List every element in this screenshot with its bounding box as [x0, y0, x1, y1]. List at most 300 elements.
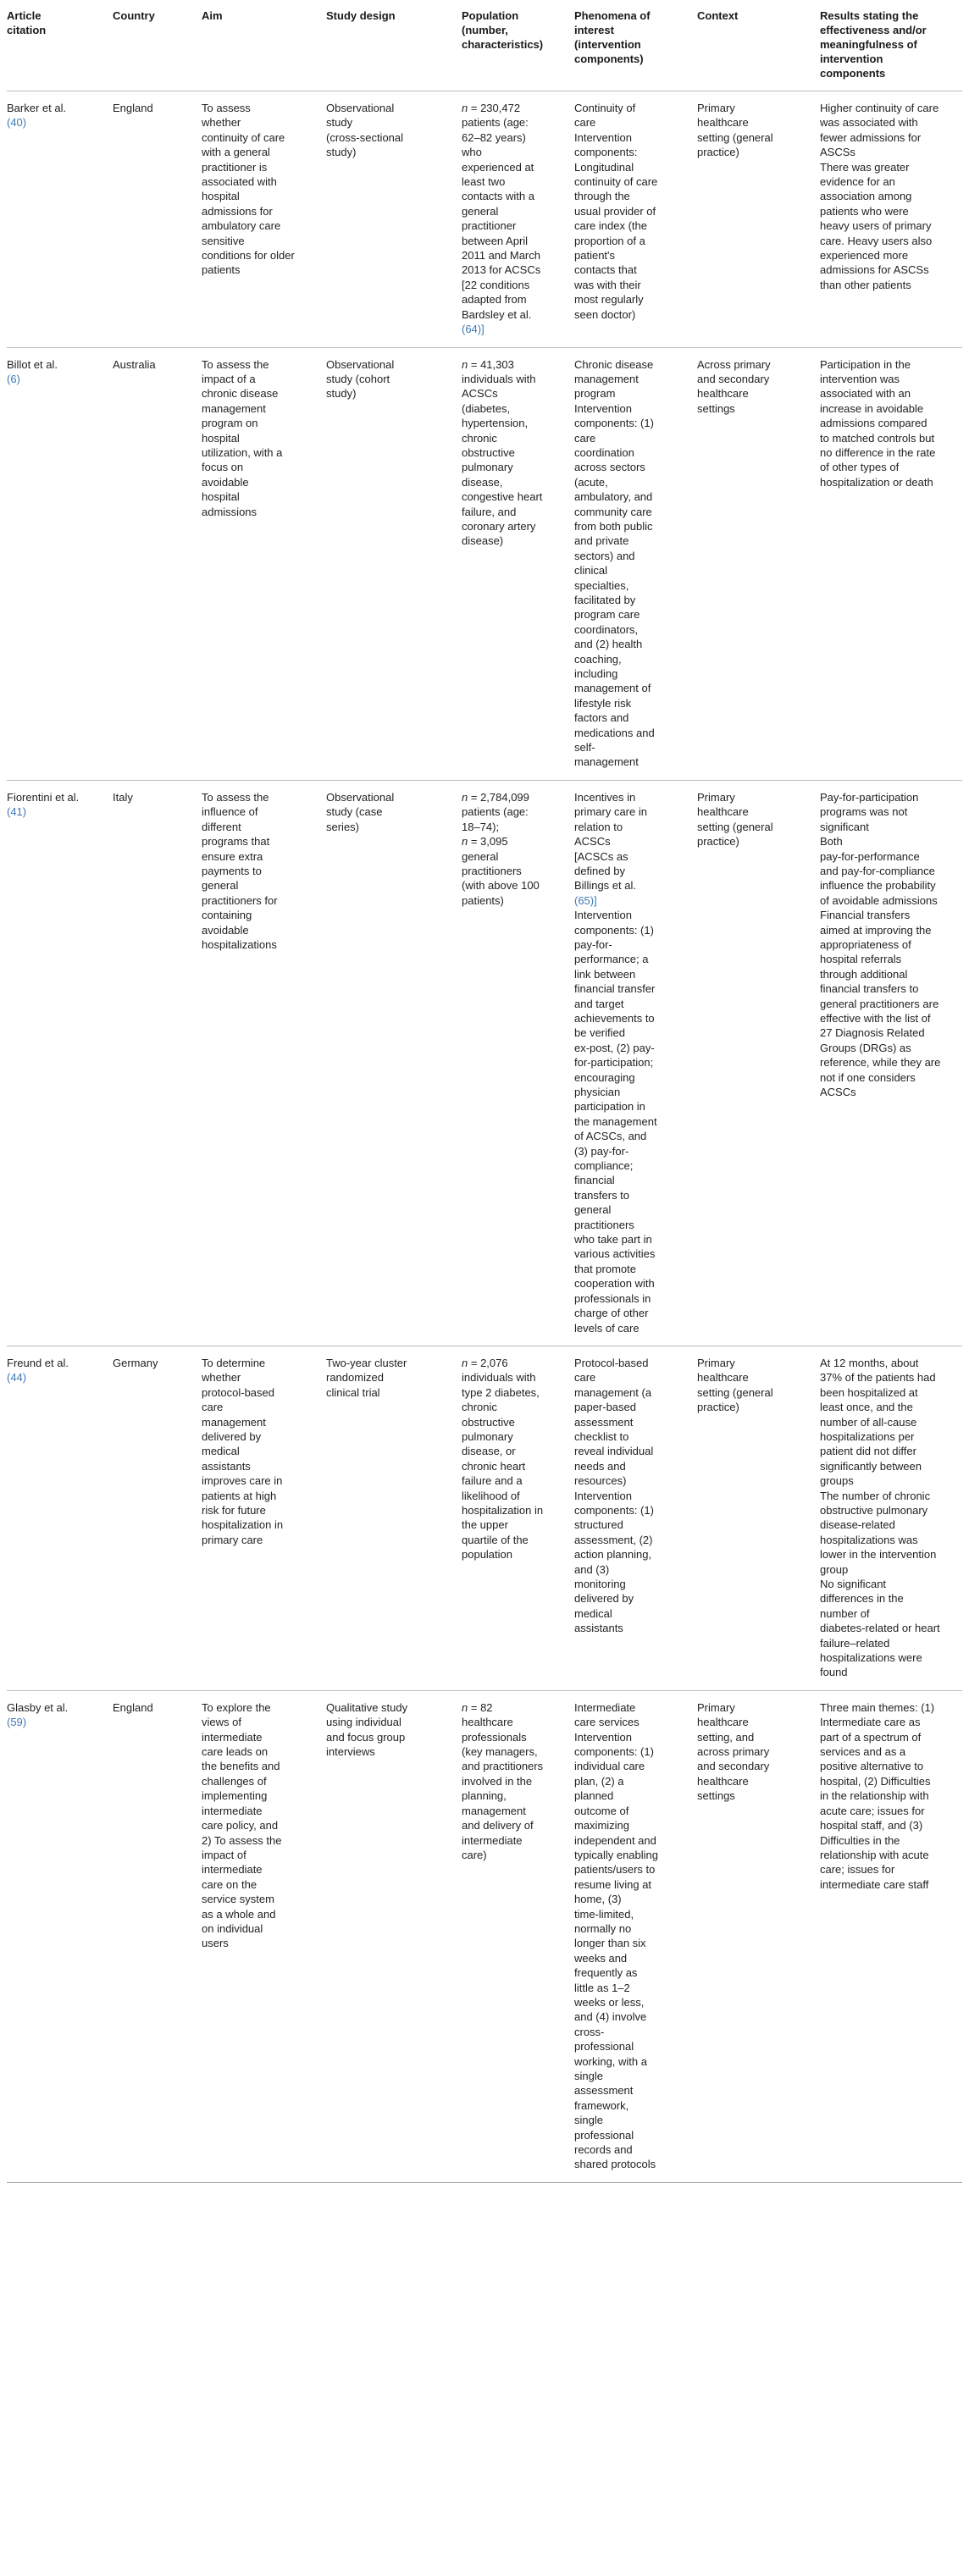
citation-ref-link[interactable]: (6) [7, 372, 20, 385]
cell-study-design-line: study) [326, 146, 357, 159]
cell-phenomena-line: ex-post, (2) pay- [574, 1041, 655, 1054]
citation-text: Freund et al. [7, 1356, 69, 1369]
header-context [697, 3, 820, 91]
cell-results-line: Intermediate care as [820, 1716, 921, 1729]
cell-phenomena-line: weeks or less, [574, 1995, 645, 2009]
cell-aim-line: management [202, 1415, 266, 1429]
cell-study-design-line: clinical trial [326, 1385, 380, 1399]
cell-phenomena-line: individual care [574, 1760, 645, 1773]
cell-phenomena-line: Continuity of [574, 102, 636, 114]
cell-aim-line: program on [202, 417, 258, 430]
cell-phenomena-line: Intervention [574, 909, 632, 922]
header-line: (intervention [574, 38, 641, 51]
cell-phenomena-line: resume living at [574, 1877, 652, 1891]
cell-phenomena-line: typically enabling [574, 1848, 659, 1861]
cell-phenomena-line: Protocol-based [574, 1356, 649, 1369]
cell-phenomena-line: single [574, 2114, 603, 2127]
cell-context-line: healthcare [697, 1774, 749, 1788]
cell-phenomena-line: professional [574, 2128, 634, 2142]
cell-study-design-line: randomized [326, 1371, 384, 1385]
cell-results-line: than other patients [820, 278, 911, 291]
header-line: components) [574, 53, 644, 65]
cell-population [462, 780, 574, 1346]
cell-results-line: ASCSs [820, 146, 855, 159]
cell-results-line: There was greater [820, 160, 910, 174]
cell-phenomena-line: participation in [574, 1100, 645, 1114]
cell-phenomena-line: financial transfer [574, 982, 656, 996]
cell-population-line: pulmonary [462, 1429, 513, 1443]
cell-phenomena-line: and (4) involve [574, 2010, 647, 2024]
cell-aim-line: hospital [202, 431, 240, 445]
cell-results-line: The number of chronic [820, 1489, 931, 1502]
cell-aim-line: To assess the [202, 357, 269, 371]
header-line: Results stating the [820, 9, 919, 22]
cell-phenomena-line: medications and [574, 726, 655, 739]
cell-phenomena-line: program care [574, 608, 640, 622]
cell-results-line: increase in avoidable [820, 401, 924, 415]
cell-phenomena-line: facilitated by [574, 594, 636, 606]
cell-results-line: hospitalization or death [820, 475, 933, 489]
cell-phenomena-line: (3) pay-for- [574, 1144, 629, 1158]
cell-aim-line: care leads on [202, 1745, 269, 1759]
cell-phenomena-line: Chronic disease [574, 357, 654, 371]
cell-phenomena-line: and private [574, 534, 629, 548]
header-line: citation [7, 24, 47, 36]
cell-context-line: Primary [697, 790, 735, 804]
cell-phenomena-line: coaching, [574, 652, 622, 666]
cell-population-line: the upper [462, 1518, 508, 1532]
cell-phenomena-line: was with their [574, 278, 641, 291]
cell-aim-line: protocol-based [202, 1385, 274, 1399]
cell-aim-line: ambulatory care [202, 219, 281, 233]
cell-phenomena-line: care [574, 1371, 596, 1385]
cell-results-line: acute care; issues for [820, 1804, 925, 1817]
cell-context-line: setting, and [697, 1730, 755, 1744]
cell-population-line: chronic heart [462, 1459, 526, 1473]
cell-context-line: Primary [697, 1356, 735, 1369]
cell-aim-line: views of [202, 1716, 241, 1729]
cell-phenomena-line: working, with a [574, 2054, 647, 2068]
header-row [7, 3, 962, 91]
cell-population-line: practitioners [462, 864, 522, 877]
cell-results [820, 1346, 962, 1690]
cell-phenomena-line: defined by [574, 864, 625, 877]
citation-text: Billot et al. [7, 357, 58, 371]
cell-population-line [462, 357, 564, 372]
cell-population-line: least two [462, 175, 506, 189]
cell-phenomena-line: components: (1) [574, 417, 654, 430]
cell-phenomena [574, 780, 697, 1346]
header-line: components [820, 67, 886, 80]
population-ref-link[interactable]: (64)] [462, 323, 484, 336]
cell-phenomena-line: assessment [574, 2084, 634, 2098]
cell-phenomena-line: including [574, 667, 618, 681]
cell-results-line: appropriateness of [820, 937, 911, 951]
header-line: (number, [462, 24, 508, 36]
cell-context-line: and secondary [697, 1760, 770, 1773]
header-article-citation [7, 3, 113, 91]
cell-population-line: general [462, 849, 499, 863]
cell-aim-line: management [202, 401, 266, 415]
cell-aim-line: containing [202, 909, 252, 922]
cell-aim-line: To assess [202, 102, 251, 114]
cell-results-line: and pay-for-compliance [820, 864, 935, 877]
cell-population-line [462, 790, 564, 804]
population-value: = 82 [470, 1700, 493, 1714]
cell-phenomena-line: Intervention [574, 1730, 632, 1744]
cell-population-line: management [462, 1804, 526, 1817]
cell-population-line: Bardsley et al. [462, 307, 532, 321]
cell-study-design [326, 347, 462, 780]
cell-results-line: fewer admissions for [820, 130, 922, 144]
cell-aim-line: 2) To assess the [202, 1833, 282, 1847]
cell-results-line: experienced more [820, 249, 909, 263]
country-text: Italy [113, 790, 133, 804]
cell-results-line: group [820, 1562, 849, 1576]
cell-phenomena-line: physician [574, 1086, 621, 1098]
cell-study-design [326, 1346, 462, 1690]
cell-population-line: ACSCs [462, 387, 498, 401]
cell-population-line: (with above 100 [462, 879, 540, 893]
cell-phenomena-line: shared protocols [574, 2158, 656, 2171]
cell-phenomena-line: various activities [574, 1247, 656, 1261]
cell-phenomena-line: (acute, [574, 475, 608, 489]
cell-phenomena-line: contacts that [574, 263, 637, 277]
cell-aim-line: whether [202, 1371, 241, 1385]
cell-aim-line: influence of [202, 805, 258, 819]
citation-ref-link[interactable]: (41) [7, 805, 27, 819]
header-line: effectiveness and/or [820, 24, 927, 36]
cell-aim-line: hospital [202, 490, 240, 504]
cell-results-line: heavy users of primary [820, 219, 932, 233]
cell-results-line: Both [820, 835, 843, 849]
cell-phenomena-line: clinical [574, 564, 608, 578]
cell-country [113, 780, 202, 1346]
cell-phenomena-line: care index (the [574, 219, 647, 233]
cell-study-design-line: and focus group [326, 1730, 406, 1744]
cell-phenomena-line: little as 1–2 [574, 1981, 630, 1994]
cell-results-line: Pay-for-participation [820, 790, 919, 804]
cell-aim-line: with a general [202, 146, 270, 159]
citation-ref-link[interactable]: (44) [7, 1371, 27, 1385]
cell-context-line: healthcare [697, 387, 749, 401]
country-text: England [113, 102, 153, 114]
cell-population-line: individuals with [462, 372, 536, 385]
cell-aim-line: admissions for [202, 204, 273, 218]
cell-phenomena-line: program [574, 387, 616, 401]
cell-context-line: Primary [697, 102, 735, 114]
cell-population-line: hospitalization in [462, 1503, 544, 1517]
cell-results-line: significant [820, 820, 869, 833]
cell-aim-line: admissions [202, 505, 257, 518]
cell-results-line: lower in the intervention [820, 1548, 937, 1562]
cell-results-line: effective with the list of [820, 1011, 931, 1025]
cell-phenomena-line: Longitudinal [574, 160, 634, 174]
cell-phenomena-line: and (3) [574, 1562, 610, 1576]
cell-phenomena-line: coordinators, [574, 622, 639, 636]
cell-phenomena-line: charge of other [574, 1307, 649, 1320]
cell-aim [202, 91, 326, 348]
cell-phenomena-line: single [574, 2070, 603, 2082]
cell-study-design-line: study [326, 116, 353, 130]
cell-results-line: hospital staff, and (3) [820, 1819, 923, 1832]
cell-population-line: individuals with [462, 1371, 536, 1385]
cell-aim-line: focus on [202, 461, 244, 474]
header-line: Study design [326, 9, 396, 22]
population-value: = 41,303 [470, 357, 514, 371]
cell-aim-line: hospitalization in [202, 1518, 284, 1532]
cell-context-line: across primary [697, 1745, 770, 1759]
cell-results-line: care. Heavy users also [820, 234, 933, 247]
cell-results-line: associated with an [820, 387, 911, 401]
cell-phenomena-line: structured [574, 1518, 623, 1532]
cell-aim [202, 1690, 326, 2182]
cell-phenomena-line: cross- [574, 2025, 605, 2038]
population-value: = 2,784,099 [470, 790, 529, 804]
cell-phenomena-line: Billings et al. [574, 879, 636, 893]
cell-population-line: planning, [462, 1789, 507, 1803]
cell-phenomena [574, 347, 697, 780]
cell-population-line: who [462, 146, 482, 159]
cell-population-line: and delivery of [462, 1819, 534, 1832]
cell-phenomena-line: general [574, 1203, 612, 1217]
cell-population-line: failure and a [462, 1474, 523, 1488]
cell-context [697, 780, 820, 1346]
cell-results-line: financial transfers to [820, 982, 919, 996]
cell-population-line: (key managers, [462, 1745, 538, 1759]
cell-context [697, 91, 820, 348]
cell-aim-line: intermediate [202, 1804, 263, 1817]
cell-results-line: groups [820, 1474, 854, 1488]
cell-phenomena-line: components: (1) [574, 1503, 654, 1517]
cell-phenomena-line: monitoring [574, 1578, 626, 1590]
cell-population-line: involved in the [462, 1774, 533, 1788]
cell-context [697, 1346, 820, 1690]
cell-aim-line: intermediate [202, 1730, 263, 1744]
cell-phenomena-line: medical [574, 1606, 612, 1620]
cell-phenomena-line: action planning, [574, 1548, 652, 1562]
cell-results-line: admissions for ASCSs [820, 263, 929, 277]
cell-context-line: healthcare [697, 1716, 749, 1729]
cell-results-line: evidence for an [820, 175, 895, 189]
cell-population-line: 62–82 years) [462, 130, 526, 144]
cell-aim [202, 780, 326, 1346]
cell-population-line: [22 conditions [462, 278, 530, 291]
cell-phenomena-line: professional [574, 2040, 634, 2054]
cell-phenomena-line: independent and [574, 1833, 656, 1847]
cell-phenomena-line: of ACSCs, and [574, 1130, 647, 1143]
cell-aim-line: general [202, 879, 239, 893]
cell-results-line: hospitalizations were [820, 1651, 922, 1665]
table-row [7, 1690, 962, 2182]
cell-aim [202, 347, 326, 780]
cell-results-line: found [820, 1666, 848, 1679]
cell-aim [202, 1346, 326, 1690]
cell-results-line: Financial transfers [820, 909, 911, 922]
cell-results-line: of avoidable admissions [820, 893, 938, 907]
cell-population-line: adapted from [462, 293, 527, 307]
cell-results-line: relationship with acute [820, 1848, 929, 1861]
cell-aim-line: associated with [202, 175, 277, 189]
cell-population [462, 347, 574, 780]
cell-phenomena-line: levels of care [574, 1321, 640, 1335]
cell-results-line: of other types of [820, 461, 900, 474]
cell-study-design-line: using individual [326, 1716, 401, 1729]
cell-phenomena-line: primary care in [574, 805, 647, 819]
cell-phenomena-line: needs and [574, 1459, 626, 1473]
citation-ref-link[interactable]: (59) [7, 1716, 27, 1729]
cell-aim-line: medical [202, 1445, 240, 1458]
cell-aim-line: avoidable [202, 923, 249, 937]
cell-results-line: no difference in the rate [820, 445, 936, 459]
table-row [7, 91, 962, 348]
cell-population [462, 1346, 574, 1690]
cell-phenomena-line: Incentives in [574, 790, 636, 804]
cell-citation [7, 1346, 113, 1690]
cell-aim-line: intermediate [202, 1863, 263, 1877]
citation-text: Glasby et al. [7, 1700, 69, 1714]
cell-phenomena-line: Intervention [574, 1489, 632, 1502]
citation-ref-link[interactable]: (40) [7, 116, 27, 130]
cell-phenomena-line: transfers to [574, 1188, 630, 1202]
cell-results-line: hospitalizations per [820, 1429, 915, 1443]
cell-population-line: patients (age: [462, 116, 529, 130]
cell-population-line: general [462, 204, 499, 218]
cell-population-line [462, 1700, 564, 1715]
cell-results-line: failure–related [820, 1636, 890, 1650]
cell-phenomena-line: specialties, [574, 578, 629, 592]
cell-citation [7, 347, 113, 780]
cell-phenomena-line: performance; a [574, 953, 649, 966]
cell-results-line: differences in the [820, 1592, 904, 1606]
cell-phenomena-line: usual provider of [574, 204, 656, 218]
cell-phenomena-line: factors and [574, 711, 629, 725]
cell-context-line: and secondary [697, 372, 770, 385]
cell-phenomena-line: Intermediate [574, 1700, 636, 1714]
cell-results-line: number of [820, 1606, 870, 1620]
cell-study-design-line: Observational [326, 357, 395, 371]
cell-citation [7, 780, 113, 1346]
population-value: = 2,076 [470, 1356, 508, 1369]
cell-phenomena-line: self- [574, 741, 595, 755]
cell-phenomena-line: compliance; [574, 1159, 634, 1173]
cell-results-line: hospital referrals [820, 953, 902, 966]
population-n-symbol: n [462, 357, 468, 371]
cell-phenomena-line: ACSCs [574, 835, 611, 849]
country-text: Australia [113, 357, 156, 371]
cell-population-line: congestive heart [462, 490, 543, 504]
cell-population-line: pulmonary [462, 461, 513, 474]
cell-study-design-line: Observational [326, 102, 395, 114]
citation-text: Barker et al. [7, 102, 67, 114]
cell-results-line: intervention was [820, 372, 900, 385]
cell-phenomena-line: normally no [574, 1921, 632, 1935]
header-line: Article [7, 9, 42, 22]
cell-phenomena-line: professionals in [574, 1291, 651, 1305]
cell-aim-line: avoidable [202, 475, 249, 489]
cell-aim-line: patients at high [202, 1489, 277, 1502]
cell-population-line: intermediate [462, 1833, 523, 1847]
cell-phenomena-line: framework, [574, 2098, 629, 2112]
cell-aim-line: practitioner is [202, 160, 268, 174]
cell-phenomena [574, 91, 697, 348]
cell-study-design-line: interviews [326, 1745, 375, 1759]
cell-aim-line: on individual [202, 1921, 263, 1935]
header-line: interest [574, 24, 614, 36]
cell-results [820, 91, 962, 348]
cell-context-line: Primary [697, 1700, 735, 1714]
cell-context-line: setting (general [697, 1385, 773, 1399]
cell-phenomena-line: for-participation; [574, 1056, 654, 1070]
cell-results-line: disease-related [820, 1518, 895, 1532]
cell-results-line: association among [820, 190, 912, 203]
cell-results-line: 37% of the patients had [820, 1371, 936, 1385]
cell-phenomena-line: components: [574, 146, 638, 159]
cell-phenomena-line: Intervention [574, 401, 632, 415]
cell-phenomena-line: assessment, (2) [574, 1533, 653, 1546]
cell-context-line: practice) [697, 835, 739, 849]
cell-aim-line: practitioners for [202, 893, 278, 907]
cell-phenomena-line: achievements to [574, 1011, 655, 1025]
cell-results-line: ACSCs [820, 1086, 856, 1098]
cell-aim-line: hospitalizations [202, 937, 277, 951]
table-header [7, 3, 962, 91]
cell-phenomena-line: reveal individual [574, 1445, 654, 1458]
cell-aim-line: whether [202, 116, 241, 130]
cell-results-line: Higher continuity of care [820, 102, 939, 114]
population-value: = 230,472 [470, 102, 521, 114]
cell-phenomena-line: resources) [574, 1474, 627, 1488]
cell-context-line: practice) [697, 146, 739, 159]
citation-text: Fiorentini et al. [7, 790, 80, 804]
cell-phenomena-line: frequently as [574, 1966, 638, 1980]
cell-results-line: patient did not differ [820, 1445, 916, 1458]
cell-phenomena-line: home, (3) [574, 1893, 622, 1906]
cell-study-design-line: series) [326, 820, 360, 833]
cell-results-line: positive alternative to [820, 1760, 924, 1773]
cell-phenomena-line: management [574, 372, 639, 385]
cell-aim-line: To assess the [202, 790, 269, 804]
header-country [113, 3, 202, 91]
cell-phenomena-line: Intervention [574, 130, 632, 144]
cell-results-line: been hospitalized at [820, 1385, 918, 1399]
population-n-symbol: n [462, 102, 468, 114]
cell-population-line [462, 1356, 564, 1370]
cell-aim-line: patients [202, 263, 241, 277]
cell-results-line: influence the probability [820, 879, 936, 893]
cell-results-line: Groups (DRGs) as [820, 1041, 911, 1054]
cell-population-line: population [462, 1548, 512, 1562]
cell-results [820, 347, 962, 780]
cell-aim-line: delivered by [202, 1429, 262, 1443]
cell-population-line: 2011 and March [462, 249, 540, 263]
cell-phenomena-line: and target [574, 997, 624, 1010]
cell-results-line: patients who were [820, 204, 909, 218]
cell-phenomena-line: who take part in [574, 1233, 652, 1247]
cell-results-line: No significant [820, 1578, 887, 1590]
cell-population-line [462, 834, 564, 849]
header-phenomena [574, 3, 697, 91]
header-population [462, 3, 574, 91]
cell-results-line: obstructive pulmonary [820, 1503, 928, 1517]
cell-phenomena-line: components: (1) [574, 1745, 654, 1759]
cell-aim-line: users [202, 1937, 229, 1950]
cell-phenomena [574, 1690, 697, 2182]
cell-context-line: settings [697, 1789, 735, 1803]
cell-results-line: general practitioners are [820, 997, 939, 1010]
cell-population-line: failure, and [462, 505, 517, 518]
cell-results-line: aimed at improving the [820, 923, 932, 937]
